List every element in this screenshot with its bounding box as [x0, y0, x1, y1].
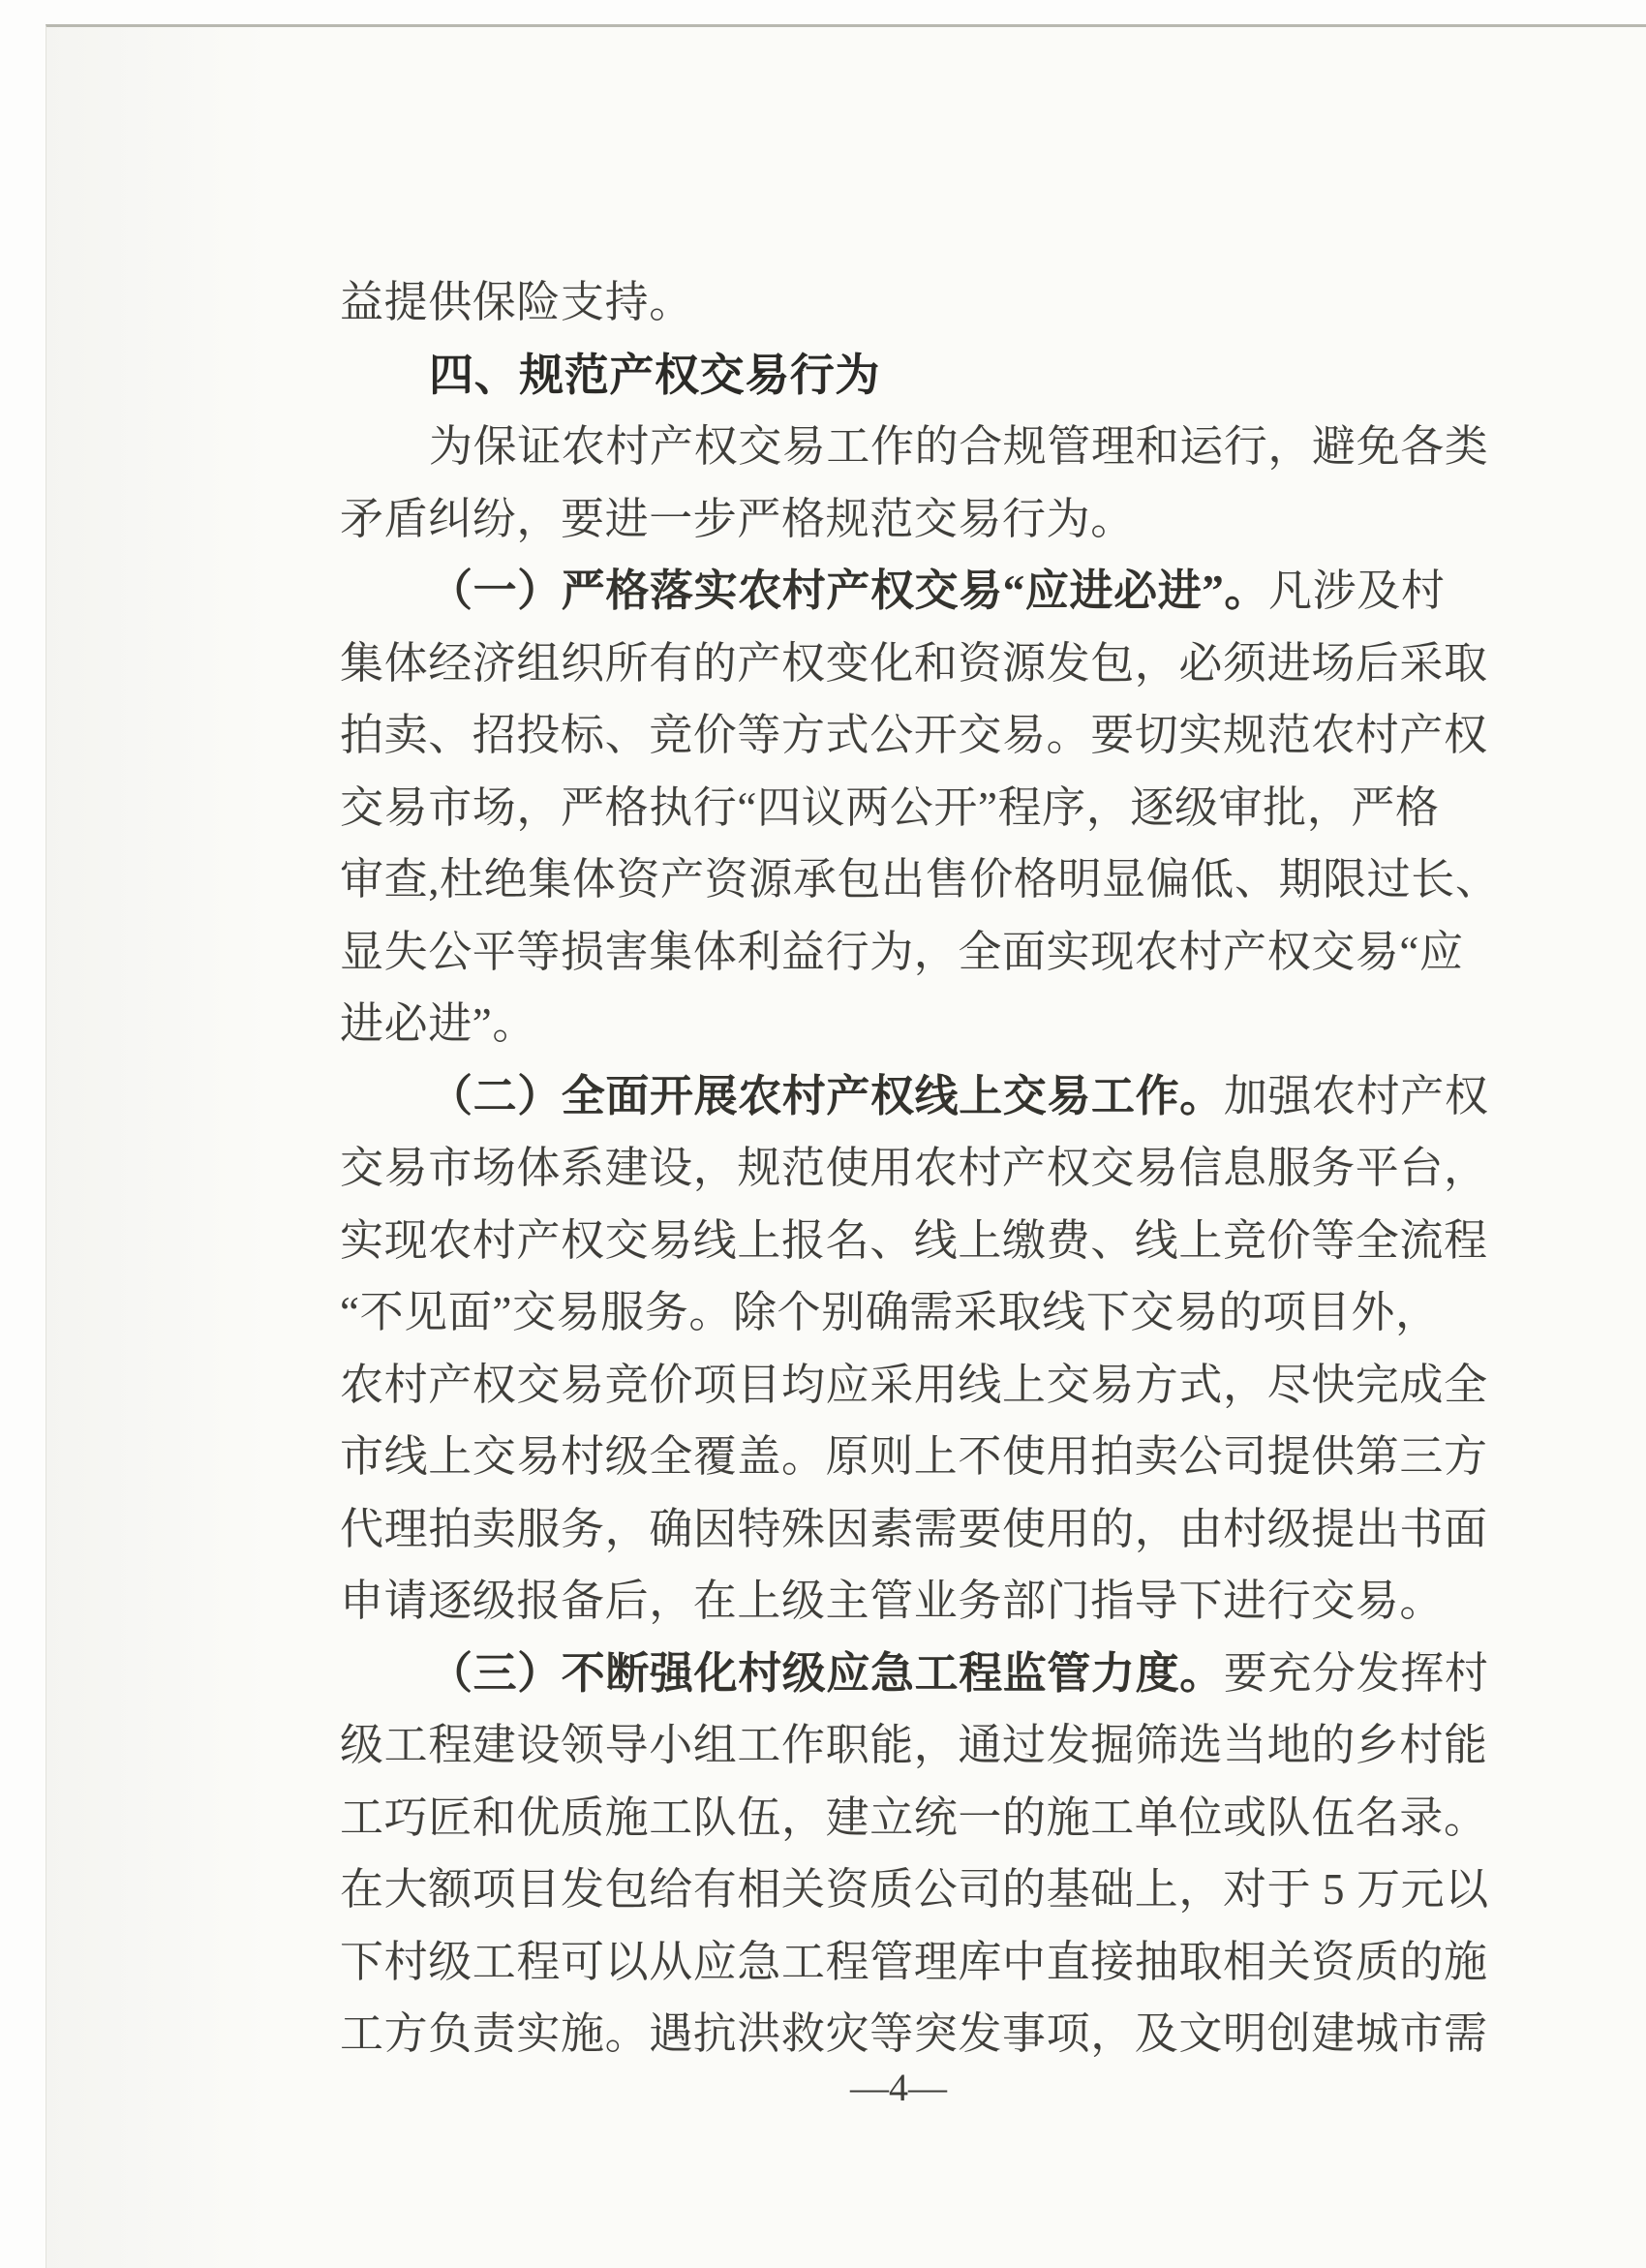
text-line: [340, 411, 1498, 483]
subsection-title-text: （一）严格落实农村产权交易“应进必进”。: [429, 567, 1269, 615]
line-text: 交易市场，严格执行“四议两公开”程序，逐级审批，严格: [340, 782, 1440, 832]
text-line: [340, 1349, 1498, 1422]
text-line: [340, 1205, 1498, 1277]
text-line: [340, 266, 1498, 339]
subsection-title-text: （二）全面开展农村产权线上交易工作。: [429, 1071, 1224, 1120]
page-number: —4—: [850, 2066, 947, 2109]
text-line: [340, 1926, 1498, 1999]
line-text: 进必进”。: [340, 999, 536, 1048]
line-text: 矛盾纠纷，要进一步严格规范交易行为。: [340, 494, 1135, 543]
line-text: 级工程建设领导小组工作职能，通过发掘筛选当地的乡村能: [340, 1721, 1488, 1769]
subsection-line: [340, 1638, 1498, 1710]
line-text: 市线上交易村级全覆盖。原则上不使用拍卖公司提供第三方: [340, 1432, 1488, 1481]
section-heading-text: 四、规范产权交易行为: [429, 349, 880, 400]
document-body-text: [340, 266, 1498, 2070]
text-line: [340, 1276, 1498, 1349]
line-text: 在大额项目发包给有相关资质公司的基础上，对于 5 万元以: [340, 1865, 1489, 1914]
line-text: “不见面”交易服务。除个别确需采取线下交易的项目外，: [340, 1288, 1440, 1336]
line-text: 要充分发挥村: [1223, 1648, 1489, 1698]
text-line: [340, 843, 1498, 916]
text-line: [340, 1782, 1498, 1854]
line-text: 实现农村产权交易线上报名、线上缴费、线上竞价等全流程: [340, 1215, 1488, 1265]
section-heading: [340, 339, 1498, 412]
text-line: [340, 483, 1498, 556]
paper-sheet: [46, 24, 1646, 2268]
line-text: 申请逐级报备后，在上级主管业务部门指导下进行交易。: [340, 1577, 1445, 1625]
text-line: [340, 1421, 1498, 1493]
line-text: 益提供保险支持。: [340, 278, 693, 326]
text-line: [340, 988, 1498, 1060]
line-text: 显失公平等损害集体利益行为，全面实现农村产权交易“应: [340, 927, 1464, 976]
line-text: 拍卖、招投标、竞价等方式公开交易。要切实规范农村产权: [340, 711, 1488, 759]
subsection-title-text: （三）不断强化村级应急工程监管力度。: [429, 1648, 1224, 1698]
subsection-line: [340, 555, 1498, 628]
line-text: 凡涉及村: [1268, 567, 1446, 615]
text-line: [340, 1565, 1498, 1638]
line-text: 工方负责实施。遇抗洪救灾等突发事项，及文明创建城市需: [340, 2009, 1488, 2058]
text-line: [340, 916, 1498, 989]
line-text: 工巧匠和优质施工队伍，建立统一的施工单位或队伍名录。: [340, 1793, 1488, 1842]
text-line: [340, 1854, 1498, 1926]
line-text: 交易市场体系建设，规范使用农村产权交易信息服务平台，: [340, 1144, 1488, 1192]
line-text: 为保证农村产权交易工作的合规管理和运行，避免各类: [429, 422, 1489, 471]
line-text: 审查,杜绝集体资产资源承包出售价格明显偏低、期限过长、: [340, 855, 1500, 904]
text-line: [340, 1493, 1498, 1566]
text-line: [340, 1132, 1498, 1205]
line-text: 农村产权交易竞价项目均应采用线上交易方式，尽快完成全: [340, 1360, 1488, 1409]
text-line: [340, 1709, 1498, 1782]
text-line: [340, 772, 1498, 844]
line-text: 代理拍卖服务，确因特殊因素需要使用的，由村级提出书面: [340, 1504, 1488, 1553]
text-line: [340, 628, 1498, 700]
line-text: 加强农村产权: [1223, 1071, 1489, 1120]
line-text: 集体经济组织所有的产权变化和资源发包，必须进场后采取: [340, 638, 1488, 688]
text-line: [340, 699, 1498, 772]
line-text: 下村级工程可以从应急工程管理库中直接抽取相关资质的施: [340, 1937, 1488, 1986]
subsection-line: [340, 1060, 1498, 1133]
